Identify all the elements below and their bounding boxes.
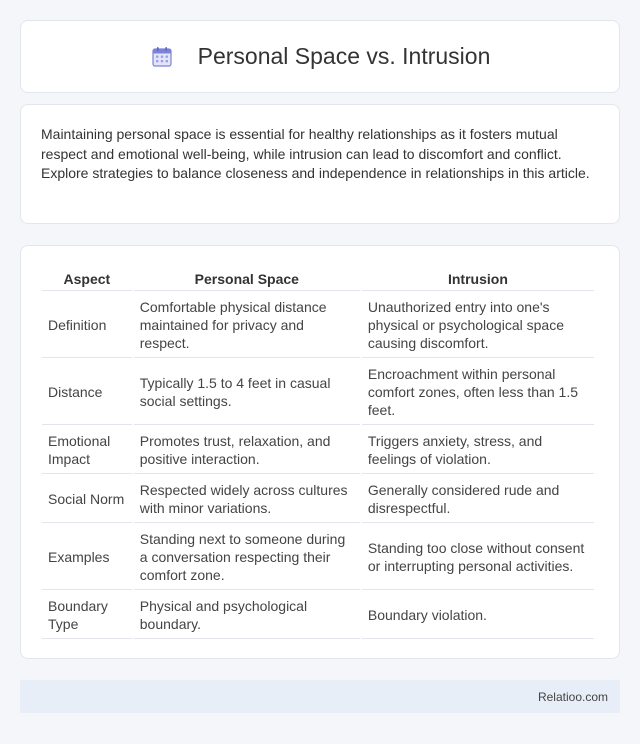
table-row (42, 427, 594, 474)
cell-intrusion: Unauthorized entry into one's physical or psychological space causing discomfort. (362, 293, 594, 358)
footer (20, 680, 620, 713)
cell-aspect: Definition (42, 293, 132, 358)
cell-intrusion: Triggers anxiety, stress, and feelings of violation. (362, 427, 594, 474)
cell-personal-space: Comfortable physical distance maintained for privacy and respect. (134, 293, 360, 358)
cell-personal-space: Typically 1.5 to 4 feet in casual social settings. (134, 360, 360, 425)
column-header-intrusion: Intrusion (362, 268, 594, 291)
table-row (42, 360, 594, 425)
table-row (42, 592, 594, 639)
table-header-row (42, 268, 594, 291)
cell-intrusion: Encroachment within personal comfort zones, often less than 1.5 feet. (362, 360, 594, 425)
intro-text: Maintaining personal space is essential for healthy relationships as it fosters mutual respect and emotional well-being, while intrusion can lead to discomfort and conflict. Explore strategies to balance closeness and independence in relationships in this article. (41, 126, 590, 181)
cell-intrusion: Standing too close without consent or interrupting personal activities. (362, 525, 594, 590)
cell-aspect: Social Norm (42, 476, 132, 523)
page-title: Personal Space vs. Intrusion (197, 43, 491, 69)
title-card (20, 20, 620, 93)
table-row (42, 525, 594, 590)
cell-personal-space: Standing next to someone during a conversation respecting their comfort zone. (134, 525, 360, 590)
table-row (42, 293, 594, 358)
column-header-aspect: Aspect (42, 268, 132, 291)
cell-aspect: Boundary Type (42, 592, 132, 639)
cell-aspect: Examples (42, 525, 132, 590)
footer-brand: Relatioo.com (537, 689, 608, 704)
cell-personal-space: Physical and psychological boundary. (134, 592, 360, 639)
column-header-personal-space: Personal Space (134, 268, 360, 291)
comparison-table-card (20, 245, 620, 659)
cell-personal-space: Promotes trust, relaxation, and positive interaction. (134, 427, 360, 474)
calendar-icon (150, 45, 174, 69)
cell-personal-space: Respected widely across cultures with minor variations. (134, 476, 360, 523)
intro-card (20, 104, 620, 224)
table-row (42, 476, 594, 523)
cell-intrusion: Generally considered rude and disrespectful. (362, 476, 594, 523)
cell-intrusion: Boundary violation. (362, 592, 594, 639)
comparison-table (40, 266, 596, 641)
cell-aspect: Emotional Impact (42, 427, 132, 474)
cell-aspect: Distance (42, 360, 132, 425)
